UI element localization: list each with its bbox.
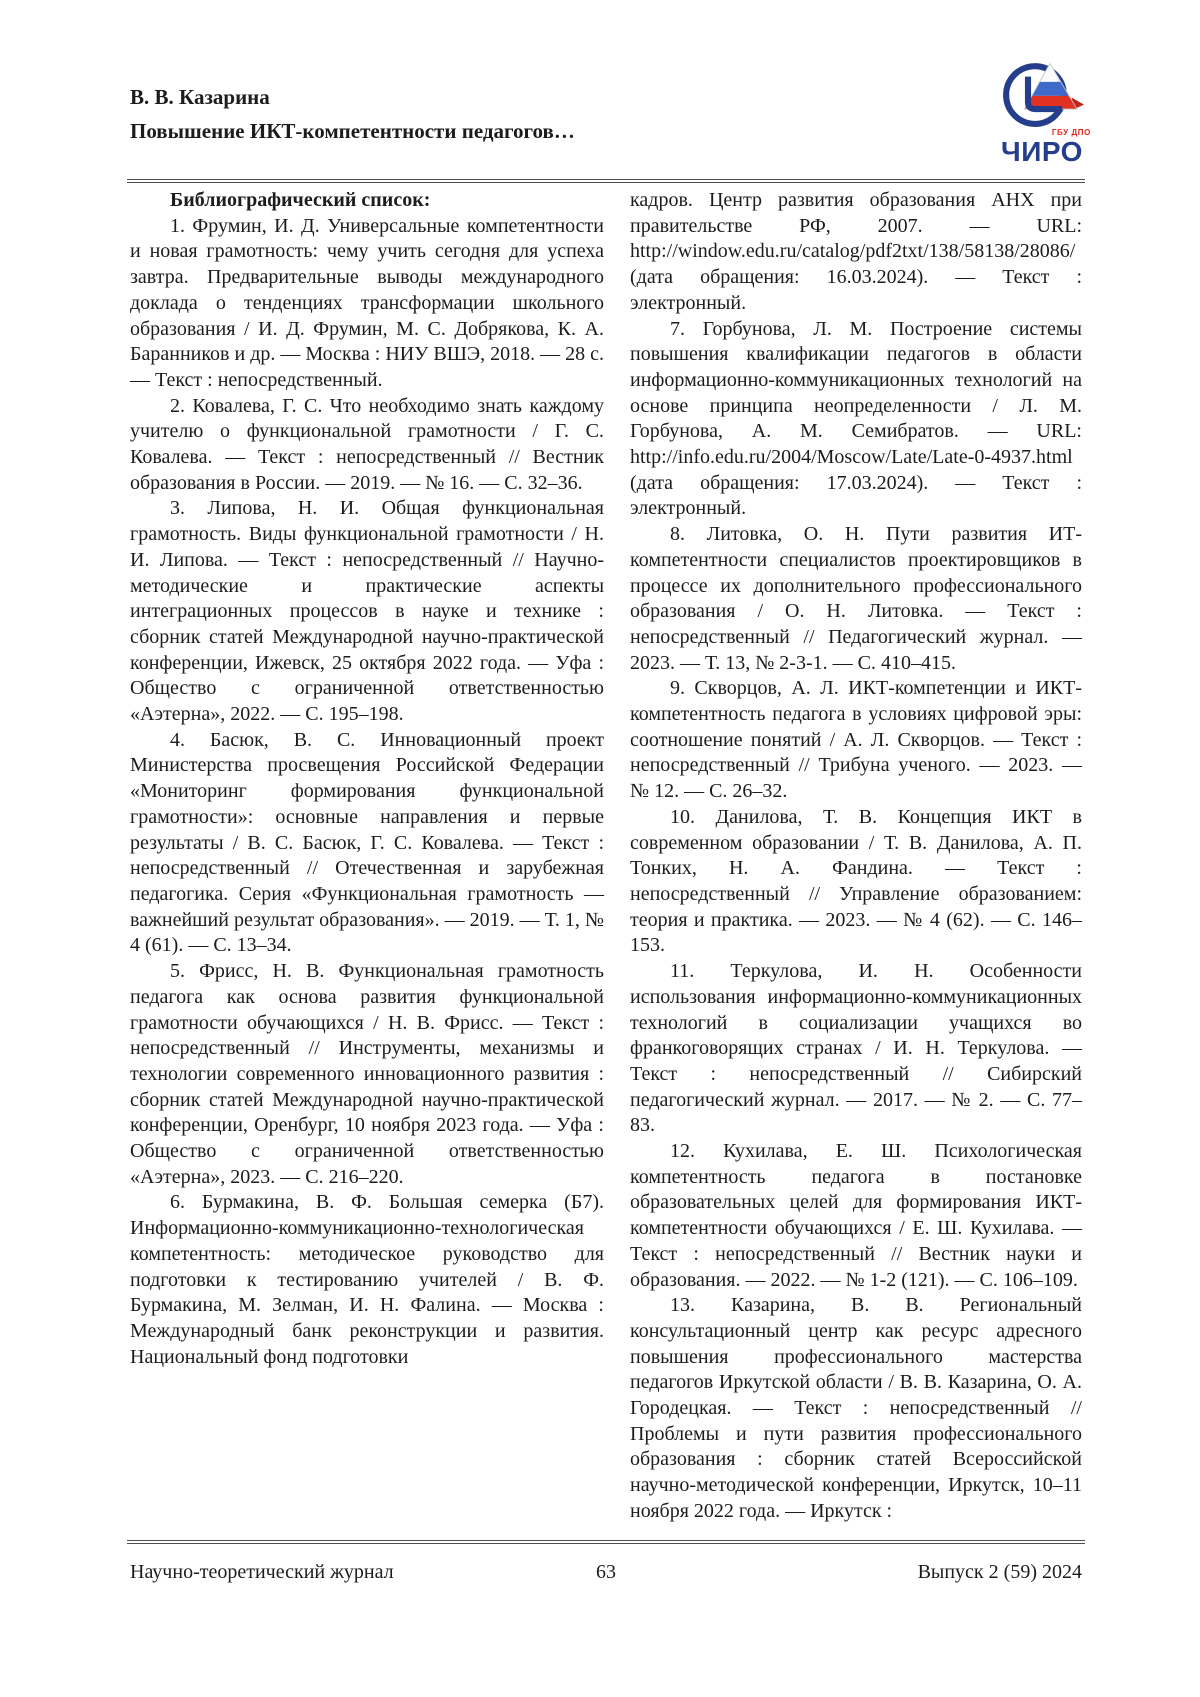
- footer-journal-type: Научно-теоретический журнал: [130, 1561, 394, 1583]
- bibliography-item-9: 9. Скворцов, А. Л. ИКТ-компетенции и ИКТ-компетентность педагога в условиях цифровой эры: соотношение понятий / А. Л. Скворцов. — Текст : непосредственный // Трибуна ученого. — 2023. — № 12. — С. 26–32.: [630, 677, 1082, 803]
- running-title: Повышение ИКТ-компетентности педагогов…: [130, 119, 575, 143]
- bibliography-item-6-continuation: кадров. Центр развития образования АНХ при правительстве РФ, 2007. — URL: http://window.edu.ru/catalog/pdf2txt/138/58138/28086/ (дата обращения: 16.03.2024). — Текст : электронный.: [630, 189, 1082, 314]
- right-column: [630, 188, 1082, 1525]
- bibliography-item-7: 7. Горбунова, Л. М. Построение системы повышения квалификации педагогов в области информационно-коммуникационных технологий на основе принципа неопределенности / Л. М. Горбунова, А. М. Семибратов. — URL: http://info.edu.ru/2004/Moscow/Late/Late-0-4937.html (дата обращения: 17.03.2024). — Текст : электронный.: [630, 317, 1082, 520]
- logo-small-text: ГБУ ДПО: [1051, 128, 1091, 137]
- bibliography-item-12: 12. Кухилава, Е. Ш. Психологическая компетентность педагога в постановке образовательных целей для формирования ИКТ-компетентности обучающихся / Е. Ш. Кухилава. — Текст : непосредственный // Вестник науки и образования. — 2022. — № 1-2 (121). — С. 106–109.: [630, 1140, 1082, 1291]
- author-name: В. В. Казарина: [130, 85, 270, 109]
- bibliography-item-11: 11. Теркулова, И. Н. Особенности использования информационно-коммуникационных технологий в социализации учащихся во франкоговорящих странах / И. Н. Теркулова. — Текст : непосредственный // Сибирский педагогический журнал. — 2017. — № 2. — С. 77–83.: [630, 960, 1082, 1137]
- bibliography-item-2: 2. Ковалева, Г. С. Что необходимо знать каждому учителю о функциональной грамотности / Г. С. Ковалева. — Текст : непосредственный // Вестник образования в России. — 2019. — № 16. — С. 32–36.: [130, 394, 604, 494]
- bibliography-item-8: 8. Литовка, О. Н. Пути развития ИТ-компетентности специалистов проектировщиков в процессе их дополнительного профессионального образования / О. Н. Литовка. — Текст : непосредственный // Педагогический журнал. — 2023. — Т. 13, № 2-3-1. — С. 410–415.: [630, 523, 1082, 674]
- bibliography-item-10: 10. Данилова, Т. В. Концепция ИКТ в современном образовании / Т. В. Данилова, А. П. Тонких, Н. А. Фандина. — Текст : непосредственный // Управление образованием: теория и практика. — 2023. — № 4 (62). — С. 146–153.: [630, 805, 1082, 957]
- bibliography-item-3: 3. Липова, Н. И. Общая функциональная грамотность. Виды функциональной грамотности / Н. И. Липова. — Текст : непосредственный // Научно-методические и практические аспекты интеграционных процессов в науке и технике : сборник статей Международной научно-практической конференции, Ижевск, 25 октября 2022 года. — Уфа : Общество с ограниченной ответственностью «Аэтерна», 2022. — С. 195–198.: [130, 497, 604, 726]
- bibliography-heading: Библиографический список:: [170, 189, 431, 211]
- bibliography-item-6: 6. Бурмакина, В. Ф. Большая семерка (Б7). Информационно-коммуникационно-технологическая компетентность: методическое руководство для подготовки к тестированию учителей / В. Ф. Бурмакина, М. Зелман, И. Н. Фалина. — Москва : Международный банк реконструкции и развития. Национальный фонд подготовки: [130, 1191, 604, 1368]
- publisher-logo: [990, 57, 1094, 166]
- bibliography-item-13: 13. Казарина, В. В. Региональный консультационный центр как ресурс адресного повышения профессионального мастерства педагогов Иркутской области / В. В. Казарина, О. А. Городецкая. — Текст : непосредственный // Проблемы и пути развития профессионального образования : сборник статей Всероссийской научно-методической конференции, Иркутск, 10–11 ноября 2022 года. — Иркутск :: [630, 1294, 1082, 1522]
- header-rule: [127, 179, 1085, 183]
- left-column: [130, 188, 604, 1525]
- footer-issue: Выпуск 2 (59) 2024: [917, 1561, 1082, 1583]
- bibliography-item-4: 4. Басюк, В. С. Инновационный проект Министерства просвещения Российской Федерации «Мониторинг формирования функциональной грамотности»: основные направления и первые результаты / В. С. Басюк, Г. С. Ковалева. — Текст : непосредственный // Отечественная и зарубежная педагогика. Серия «Функциональная грамотность — важнейший результат образования». — 2019. — Т. 1, № 4 (61). — С. 13–34.: [130, 728, 604, 957]
- page-footer: [130, 1561, 1082, 1584]
- chiro-emblem-icon: [1000, 57, 1084, 133]
- footer-page-number: 63: [595, 1561, 616, 1583]
- bibliography-section: [130, 188, 1082, 1525]
- footer-rule: [127, 1540, 1085, 1544]
- bibliography-item-5: 5. Фрисс, Н. В. Функциональная грамотность педагога как основа развития функциональной грамотности обучающихся / Н. В. Фрисс. — Текст : непосредственный // Инструменты, механизмы и технологии современного инновационного развития : сборник статей Международной научно-практической конференции, Оренбург, 10 ноября 2023 года. — Уфа : Общество с ограниченной ответственностью «Аэтерна», 2023. — С. 216–220.: [130, 960, 604, 1188]
- logo-acronym: ЧИРО: [1001, 136, 1083, 167]
- bibliography-item-1: 1. Фрумин, И. Д. Универсальные компетентности и новая грамотность: чему учить сегодня для успеха завтра. Предварительные выводы международного доклада о тенденциях трансформации школьного образования / И. Д. Фрумин, М. С. Добрякова, К. А. Баранников и др. — Москва : НИУ ВШЭ, 2018. — 28 с. — Текст : непосредственный.: [130, 214, 605, 391]
